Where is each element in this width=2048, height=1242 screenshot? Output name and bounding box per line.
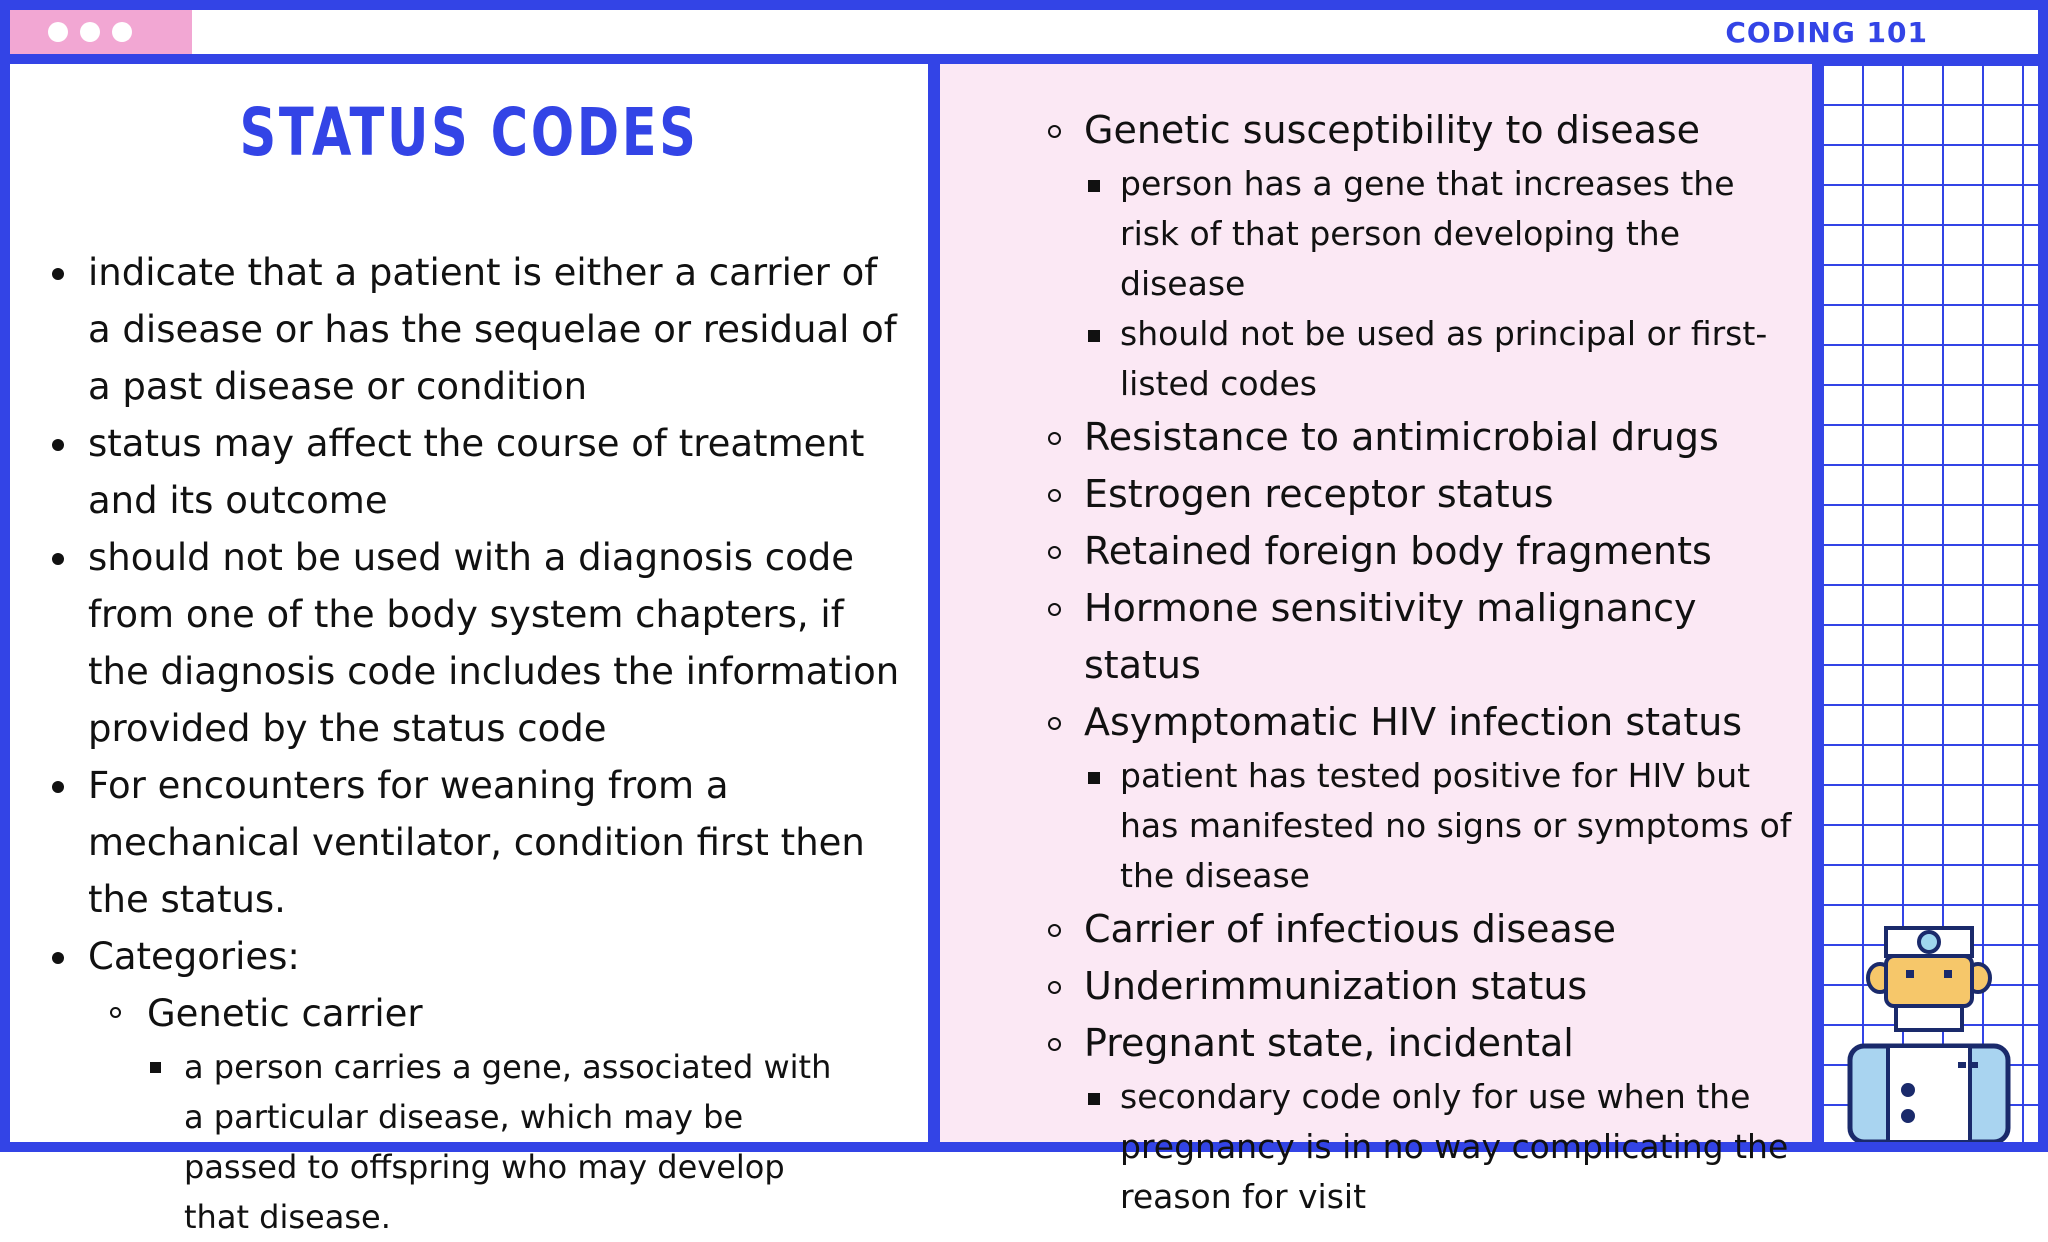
- page-title: STATUS CODES: [239, 94, 699, 171]
- top-bar: [10, 10, 2038, 54]
- categories-list: [940, 102, 1802, 1222]
- list-item-detail: secondary code only for use when the pregnancy is in no way complicating the reason for visit: [940, 1072, 1802, 1222]
- list-item-detail: person has a gene that increases the risk of that person developing the disease: [940, 159, 1802, 309]
- doctor-icon: [1840, 920, 2020, 1142]
- list-item: For encounters for weaning from a mechanical ventilator, condition first then the status.: [10, 757, 910, 928]
- list-item-detail: should not be used as principal or first-listed codes: [940, 309, 1802, 409]
- list-item-category: Resistance to antimicrobial drugs: [940, 409, 1802, 466]
- list-item: status may affect the course of treatment and its outcome: [10, 415, 910, 529]
- list-item-category: Asymptomatic HIV infection status: [940, 694, 1802, 751]
- list-item-category: Carrier of infectious disease: [940, 901, 1802, 958]
- list-item-category: Estrogen receptor status: [940, 466, 1802, 523]
- list-item-category: Genetic carrier: [10, 985, 910, 1042]
- left-panel: [10, 64, 928, 1236]
- list-item: should not be used with a diagnosis code from one of the body system chapters, if the diagnosis code includes the information provided by the status code: [10, 529, 910, 757]
- window-dots-tab: [10, 10, 192, 54]
- list-item-category: Retained foreign body fragments: [940, 523, 1802, 580]
- window-dot-icon: [48, 22, 68, 42]
- list-item-category: Genetic susceptibility to disease: [940, 102, 1802, 159]
- right-panel: [940, 64, 1812, 1216]
- brand-label: CODING 101: [1725, 16, 1928, 49]
- list-item: indicate that a patient is either a carrier of a disease or has the sequelae or residual of a past disease or condition: [10, 244, 910, 415]
- list-item-category: Hormone sensitivity malignancy status: [940, 580, 1802, 694]
- list-item-detail: patient has tested positive for HIV but has manifested no signs or symptoms of the disease: [940, 751, 1802, 901]
- list-item-category: Pregnant state, incidental: [940, 1015, 1802, 1072]
- list-item-category: Underimmunization status: [940, 958, 1802, 1015]
- list-item-detail: a person carries a gene, associated with a particular disease, which may be passed to offspring who may develop that disease.: [10, 1042, 910, 1242]
- window-dot-icon: [112, 22, 132, 42]
- window-dot-icon: [80, 22, 100, 42]
- status-code-bullets: [10, 244, 910, 1242]
- list-item: Categories:: [10, 928, 910, 985]
